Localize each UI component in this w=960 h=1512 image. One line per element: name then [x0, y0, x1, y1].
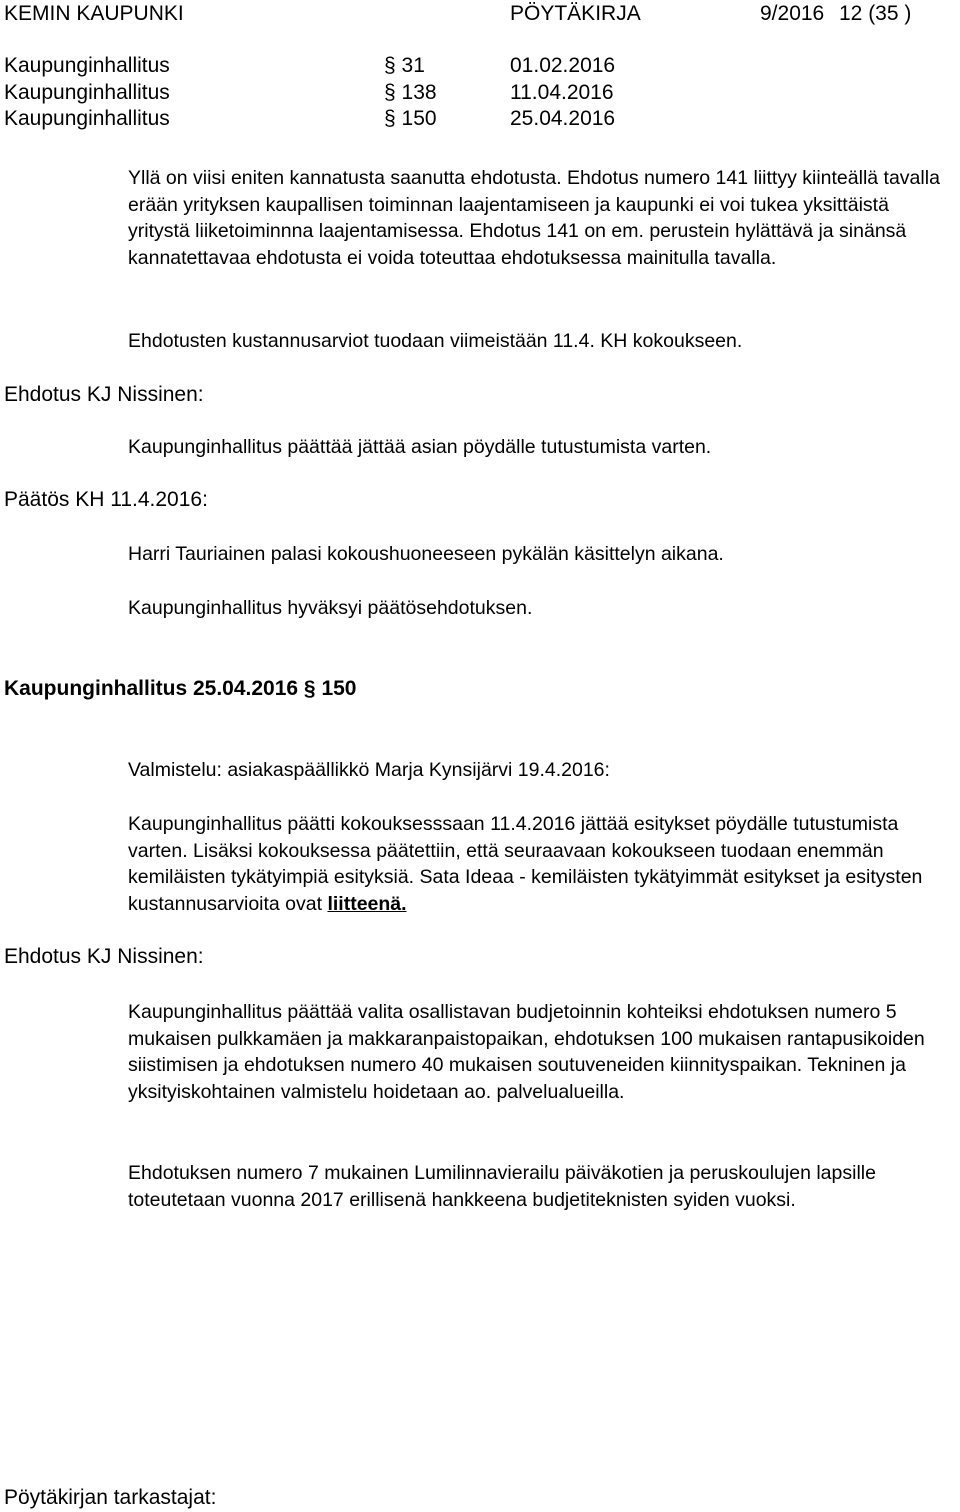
- history-date: 25.04.2016: [510, 107, 616, 130]
- attachment-link[interactable]: liitteenä.: [327, 892, 407, 915]
- label-decision-kh: Päätös KH 11.4.2016:: [4, 488, 208, 511]
- decision-text-approved: Kaupunginhallitus hyväksyi päätösehdotuksen.: [128, 597, 533, 619]
- proposal-text-budget-targets: Kaupunginhallitus päättää valita osallistavan budjetoinnin kohteiksi ehdotuksen numero 5 mukaisen pulkkamäen ja makkaranpaistopaikan, ehdotuksen 100 mukaisen rantapusikoiden siistimisen ja ehdotuksen numero 40 mukaisen soutuveneiden kiinnityspaikan. Tekninen ja yksityiskohtainen valmistelu hoidetaan ao. palvelualueilla.: [128, 1001, 925, 1103]
- reviewers-label: Pöytäkirjan tarkastajat:: [4, 1486, 217, 1509]
- label-proposal-kj-nissinen: Ehdotus KJ Nissinen:: [4, 383, 204, 406]
- proposal-text-table: Kaupunginhallitus päättää jättää asian pöydälle tutustumista varten.: [128, 436, 712, 458]
- label-proposal-kj-nissinen-2: Ehdotus KJ Nissinen:: [4, 945, 204, 968]
- history-section: § 138: [384, 81, 437, 104]
- history-date: 01.02.2016: [510, 54, 616, 77]
- preparation-line: Valmistelu: asiakaspäällikkö Marja Kynsijärvi 19.4.2016:: [128, 759, 610, 781]
- paragraph-previous-meeting: [128, 811, 943, 917]
- page-number: 12 (35 ): [839, 2, 912, 25]
- history-section: § 31: [384, 54, 425, 77]
- paragraph-proposals-summary: Yllä on viisi eniten kannatusta saanutta ehdotusta. Ehdotus numero 141 liittyy kiinteällä tavalla erään yrityksen kaupallisen toiminnan laajentamiseen ja kaupunki ei voi tukea yksittäistä yritystä liiketoiminnna laajentamisessa. Ehdotus 141 on em. perustein hylättävä ja sinänsä kannatettavaa ehdotusta ei voida toteuttaa ehdotuksessa mainitulla tavalla.: [128, 167, 940, 269]
- history-body: Kaupunginhallitus: [4, 107, 170, 130]
- paragraph-cost-estimates: Ehdotusten kustannusarviot tuodaan viimeistään 11.4. KH kokoukseen.: [128, 330, 743, 352]
- decision-text-return: Harri Tauriainen palasi kokoushuoneeseen pykälän käsittelyn aikana.: [128, 543, 724, 565]
- history-section: § 150: [384, 107, 437, 130]
- doc-number: 9/2016: [760, 2, 825, 25]
- history-body: Kaupunginhallitus: [4, 81, 170, 104]
- history-body: Kaupunginhallitus: [4, 54, 170, 77]
- history-date: 11.04.2016: [510, 81, 614, 104]
- paragraph-previous-meeting-text: Kaupunginhallitus päätti kokouksesssaan 11.4.2016 jättää esitykset pöydälle tutustumista varten. Lisäksi kokouksessa päätettiin, että seuraavaan kokoukseen tuodaan enemmän kemiläisten tykätyimpiä esityksiä. Sata Ideaa - kemiläisten tykätyimmät esitykset ja esitysten kustannusarvioita ovat: [128, 813, 923, 915]
- proposal-text-snow-castle: Ehdotuksen numero 7 mukainen Lumilinnavierailu päiväkotien ja peruskoulujen lapsille toteutetaan vuonna 2017 erillisenä hankkeena budjetiteknisten syiden vuoksi.: [128, 1162, 876, 1211]
- section-heading: Kaupunginhallitus 25.04.2016 § 150: [4, 677, 357, 700]
- org-name: KEMIN KAUPUNKI: [4, 2, 184, 25]
- doc-type: PÖYTÄKIRJA: [510, 2, 641, 25]
